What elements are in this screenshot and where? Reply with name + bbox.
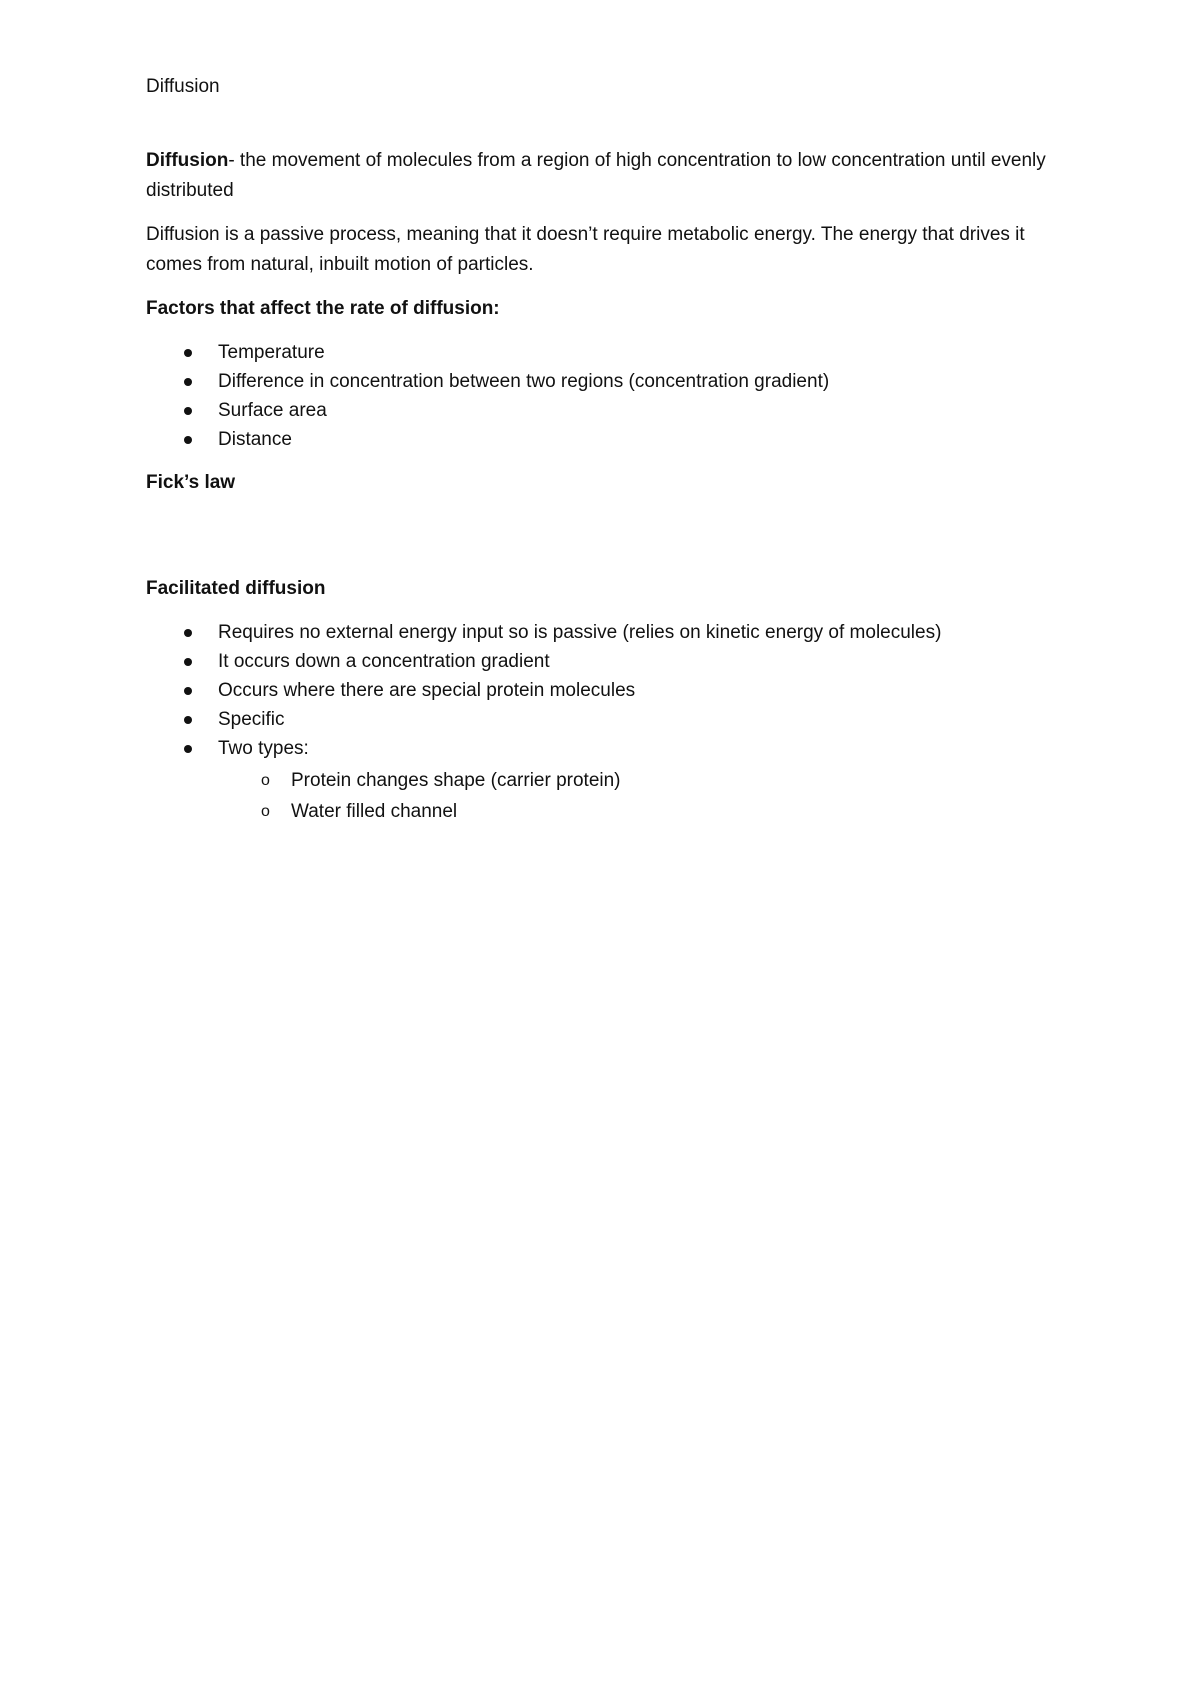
bullet-icon <box>184 436 192 444</box>
sub-bullet-icon: o <box>261 803 270 820</box>
definition-paragraph <box>146 146 1076 206</box>
facilitated-point-passive: Requires no external energy input so is passive (relies on kinetic energy of molecules) <box>218 622 942 643</box>
factors-list <box>146 338 1076 454</box>
definition-term: Diffusion <box>146 150 229 171</box>
list-item <box>146 396 1076 425</box>
bullet-icon <box>184 378 192 386</box>
bullet-icon <box>184 745 192 753</box>
type-water-channel: Water filled channel <box>291 801 458 822</box>
factors-heading: Factors that affect the rate of diffusion: <box>146 298 500 319</box>
sub-bullet-icon: o <box>261 772 270 789</box>
document-content <box>146 72 1076 841</box>
facilitated-point-types: Two types: <box>218 738 309 759</box>
document-title: Diffusion <box>146 76 220 97</box>
types-list <box>218 765 1076 827</box>
bullet-icon <box>184 629 192 637</box>
factor-temperature: Temperature <box>218 342 325 363</box>
facilitated-point-specific: Specific <box>218 709 285 730</box>
list-item <box>218 796 1076 827</box>
definition-text: - the movement of molecules from a region of high concentration to low concentration until evenly distributed <box>146 150 1046 201</box>
facilitated-diffusion-heading: Facilitated diffusion <box>146 578 326 599</box>
bullet-icon <box>184 349 192 357</box>
factor-distance: Distance <box>218 429 292 450</box>
list-item <box>146 705 1076 734</box>
facilitated-diffusion-list <box>146 618 1076 827</box>
list-item <box>146 734 1076 827</box>
passive-process-paragraph: Diffusion is a passive process, meaning that it doesn’t require metabolic energy. The energy that drives it comes from natural, inbuilt motion of particles. <box>146 224 1025 275</box>
list-item <box>146 338 1076 367</box>
bullet-icon <box>184 716 192 724</box>
ficks-law-heading: Fick’s law <box>146 472 236 493</box>
list-item <box>146 367 1076 396</box>
list-item <box>146 676 1076 705</box>
factor-surface-area: Surface area <box>218 400 327 421</box>
list-item <box>218 765 1076 796</box>
facilitated-point-protein: Occurs where there are special protein molecules <box>218 680 636 701</box>
type-carrier-protein: Protein changes shape (carrier protein) <box>291 770 621 791</box>
facilitated-point-gradient: It occurs down a concentration gradient <box>218 651 550 672</box>
bullet-icon <box>184 658 192 666</box>
blank-space <box>146 512 1076 574</box>
bullet-icon <box>184 687 192 695</box>
list-item <box>146 618 1076 647</box>
list-item <box>146 425 1076 454</box>
factor-concentration-difference: Difference in concentration between two regions (concentration gradient) <box>218 371 830 392</box>
list-item <box>146 647 1076 676</box>
bullet-icon <box>184 407 192 415</box>
